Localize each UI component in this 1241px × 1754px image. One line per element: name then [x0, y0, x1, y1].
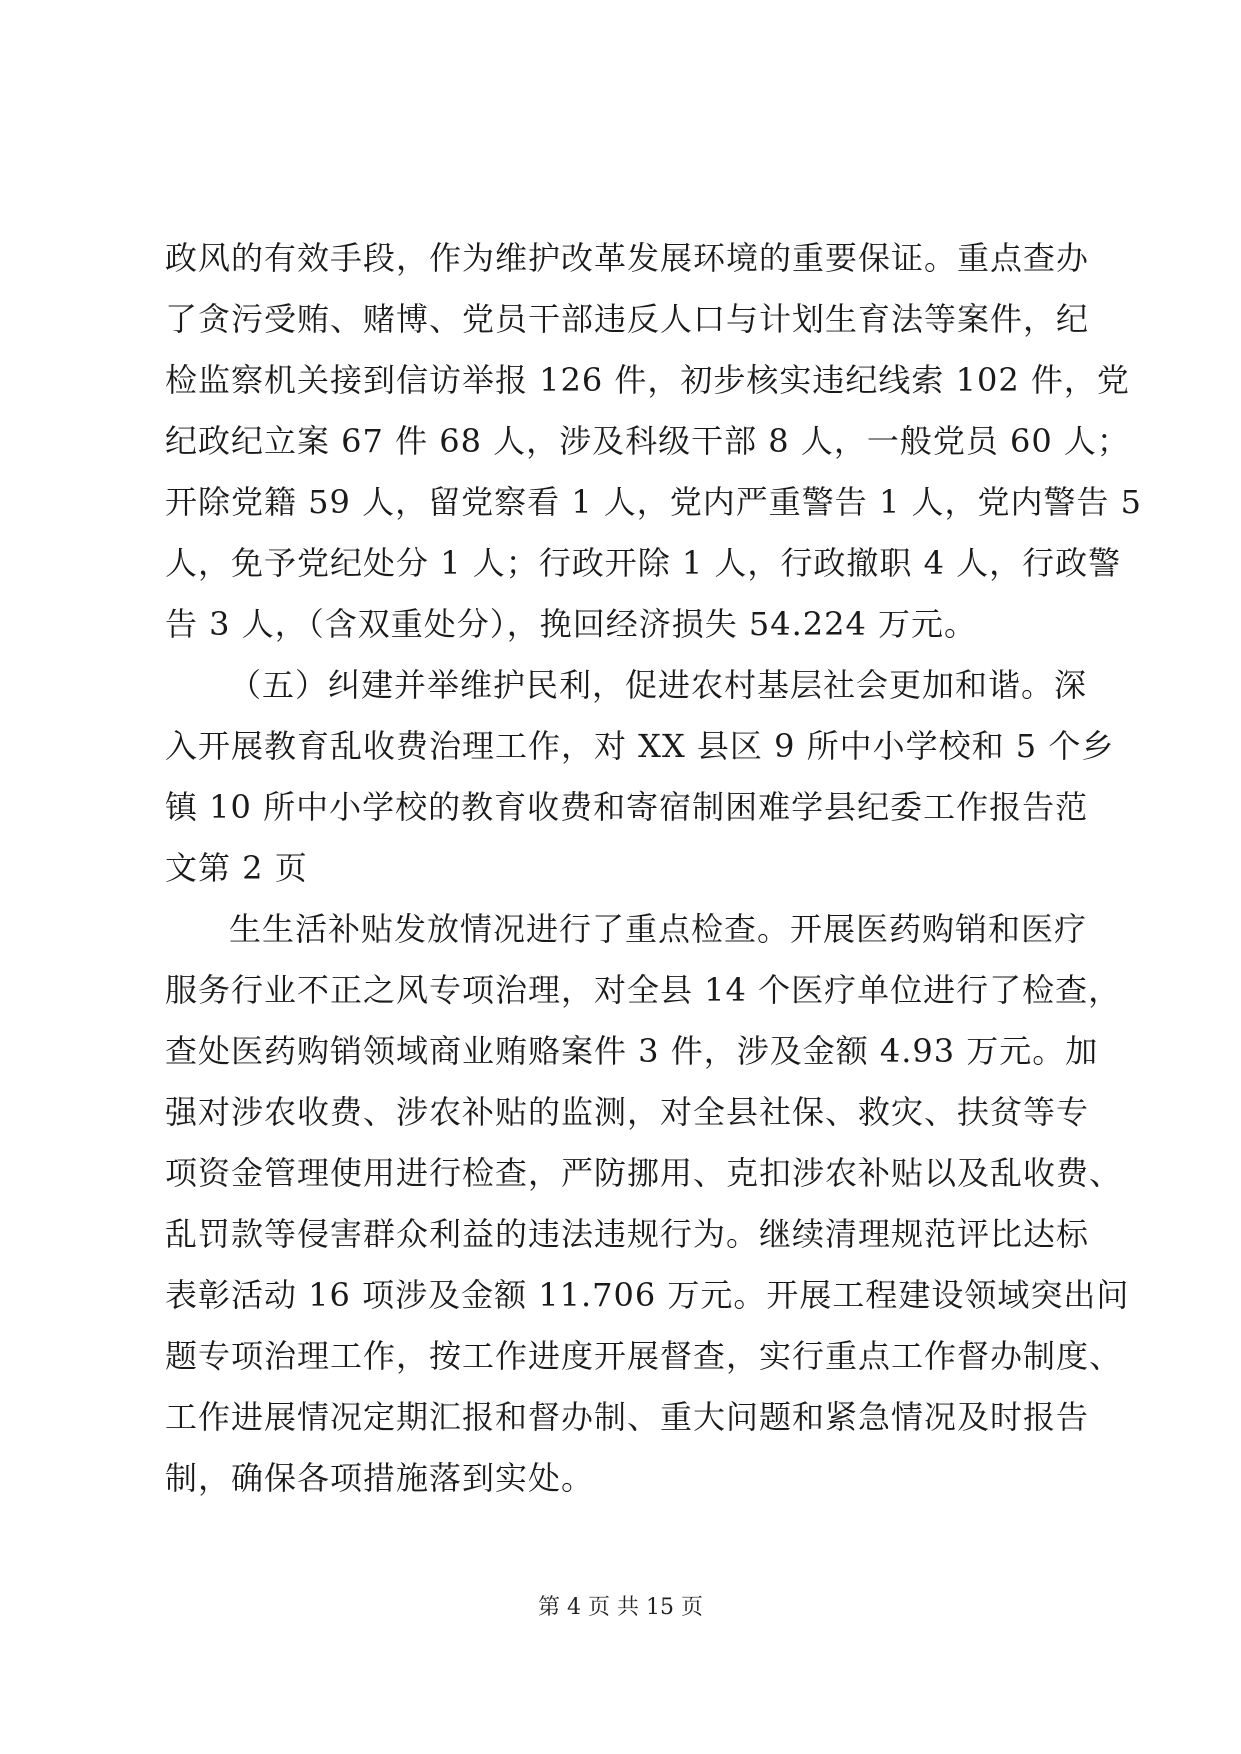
text-line: 表彰活动 16 项涉及金额 11.706 万元。开展工程建设领域突出问 — [165, 1276, 1130, 1314]
text-line: 纪政纪立案 67 件 68 人，涉及科级干部 8 人，一般党员 60 人； — [165, 422, 1130, 460]
text-line: 了贪污受贿、赌博、党员干部违反人口与计划生育法等案件，纪 — [165, 300, 1090, 338]
text-line: 服务行业不正之风专项治理，对全县 14 个医疗单位进行了检查， — [165, 971, 1122, 1009]
text-line: 镇 10 所中小学校的教育收费和寄宿制困难学县纪委工作报告范 — [165, 788, 1089, 826]
text-line: 强对涉农收费、涉农补贴的监测，对全县社保、救灾、扶贫等专 — [165, 1093, 1090, 1131]
document-body — [165, 228, 1143, 1509]
text-line: 工作进展情况定期汇报和督办制、重大问题和紧急情况及时报告 — [165, 1398, 1090, 1436]
text-line: 文第 2 页 — [165, 849, 308, 887]
text-line: 告 3 人，（含双重处分），挽回经济损失 54.224 万元。 — [165, 605, 978, 643]
text-line: 制，确保各项措施落到实处。 — [165, 1459, 595, 1497]
text-line: 政风的有效手段，作为维护改革发展环境的重要保证。重点查办 — [165, 239, 1090, 277]
text-line: 题专项治理工作，按工作进度开展督查，实行重点工作督办制度、 — [165, 1337, 1123, 1375]
text-line: 查处医药购销领域商业贿赂案件 3 件，涉及金额 4.93 万元。加 — [165, 1032, 1099, 1070]
text-line: 生生活补贴发放情况进行了重点检查。开展医药购销和医疗 — [229, 910, 1088, 948]
page-footer: 第 4 页 共 15 页 — [538, 1595, 703, 1620]
text-line: 项资金管理使用进行检查，严防挪用、克扣涉农补贴以及乱收费、 — [165, 1154, 1123, 1192]
text-line: 开除党籍 59 人，留党察看 1 人，党内严重警告 1 人，党内警告 5 — [165, 483, 1143, 521]
text-line: 入开展教育乱收费治理工作，对 XX 县区 9 所中小学校和 5 个乡 — [165, 727, 1115, 765]
text-line: 检监察机关接到信访举报 126 件，初步核实违纪线索 102 件，党 — [165, 361, 1130, 399]
text-line: 乱罚款等侵害群众利益的违法违规行为。继续清理规范评比达标 — [165, 1215, 1090, 1253]
text-line: 人，免予党纪处分 1 人；行政开除 1 人，行政撤职 4 人，行政警 — [165, 544, 1122, 582]
text-line: （五）纠建并举维护民利，促进农村基层社会更加和谐。深 — [229, 666, 1088, 704]
